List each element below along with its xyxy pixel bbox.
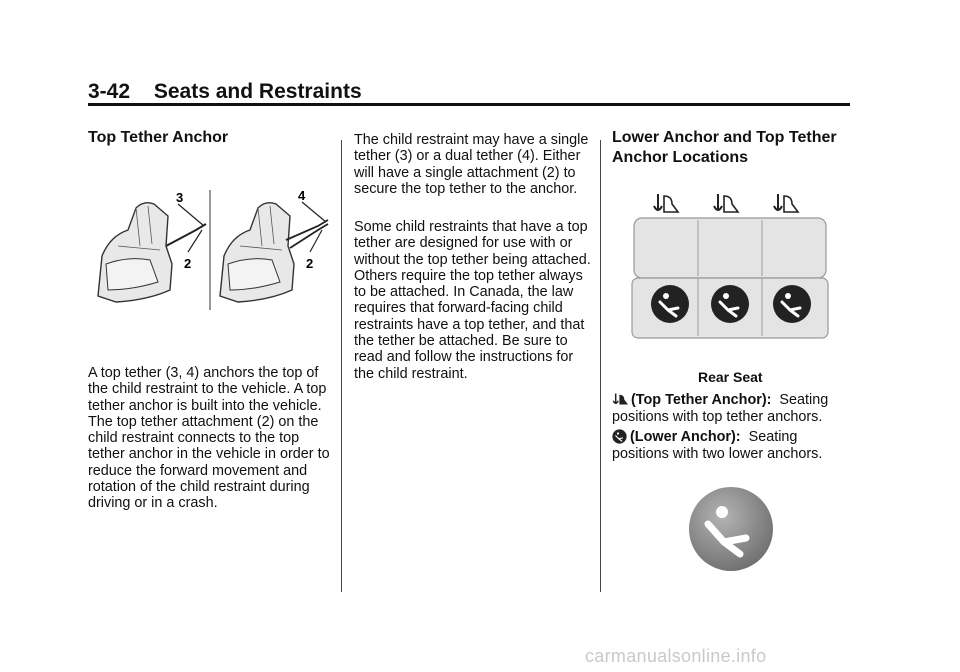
lower-anchor-description: Seating positions with two lower anchors. bbox=[612, 429, 823, 462]
top-tether-paragraph: A top tether (3, 4) anchors the top of the child restraint to the vehicle. A top tether anchor is built into the vehicle. The top tether attachment (2) on the child restraint connects to the top tether anchor in the vehicle in order to reduce the forward movement and rotation of the child restraint during driving or in a crash. bbox=[88, 365, 330, 512]
lower-anchor-large-icon bbox=[686, 484, 776, 574]
column-divider-2 bbox=[600, 140, 601, 592]
top-tether-definition bbox=[612, 391, 857, 425]
dual-tether-seat-illustration bbox=[220, 188, 328, 302]
label-3: 3 bbox=[176, 190, 184, 205]
page-header bbox=[88, 80, 362, 104]
top-tether-figure bbox=[88, 186, 338, 316]
header-rule bbox=[88, 103, 850, 106]
lower-anchor-icon-left bbox=[651, 285, 689, 323]
section-title: Seats and Restraints bbox=[153, 80, 362, 103]
column-divider-1 bbox=[341, 140, 342, 592]
top-tether-anchor-icon-right bbox=[774, 194, 798, 212]
top-tether-anchor-icon-center bbox=[714, 194, 738, 212]
anchor-locations-heading-line1: Lower Anchor and Top Tether bbox=[612, 129, 837, 146]
label-2-right: 2 bbox=[306, 256, 314, 271]
rear-seat-caption: Rear Seat bbox=[698, 369, 763, 385]
page-number: 3-42 bbox=[88, 80, 131, 103]
single-tether-seat-illustration bbox=[98, 190, 206, 302]
rear-seat-diagram bbox=[630, 186, 830, 346]
watermark: carmanualsonline.info bbox=[585, 646, 767, 666]
top-tether-anchor-icon-left bbox=[654, 194, 678, 212]
top-tether-description: Seating positions with top tether anchors. bbox=[612, 392, 829, 425]
top-tether-term: (Top Tether Anchor): bbox=[631, 392, 772, 408]
top-tether-anchor-heading: Top Tether Anchor bbox=[88, 129, 229, 146]
lower-anchor-definition bbox=[612, 429, 857, 462]
anchor-locations-heading-line2: Anchor Locations bbox=[612, 149, 749, 166]
label-2-left: 2 bbox=[184, 256, 192, 271]
lower-anchor-icon-center bbox=[711, 285, 749, 323]
lower-anchor-icon bbox=[612, 429, 627, 444]
lower-anchor-term: (Lower Anchor): bbox=[630, 429, 741, 445]
lower-anchor-icon-right bbox=[773, 285, 811, 323]
tether-requirement-paragraph: Some child restraints that have a top tether are designed for use with or without the top tether being attached. Others require the top tether always to be attached. In Canada, the law requires that forward-facing child restraints have a top tether, and that the tether be attached. Be sure to read and follow the instructions for the child restraint. bbox=[354, 219, 591, 382]
tether-type-paragraph: The child restraint may have a single tether (3) or a dual tether (4). Either will have a single attachment (2) to secure the top tether to the anchor. bbox=[354, 132, 589, 197]
top-tether-anchor-icon bbox=[612, 391, 628, 407]
anchor-locations-heading bbox=[612, 128, 857, 168]
label-4: 4 bbox=[298, 188, 306, 203]
